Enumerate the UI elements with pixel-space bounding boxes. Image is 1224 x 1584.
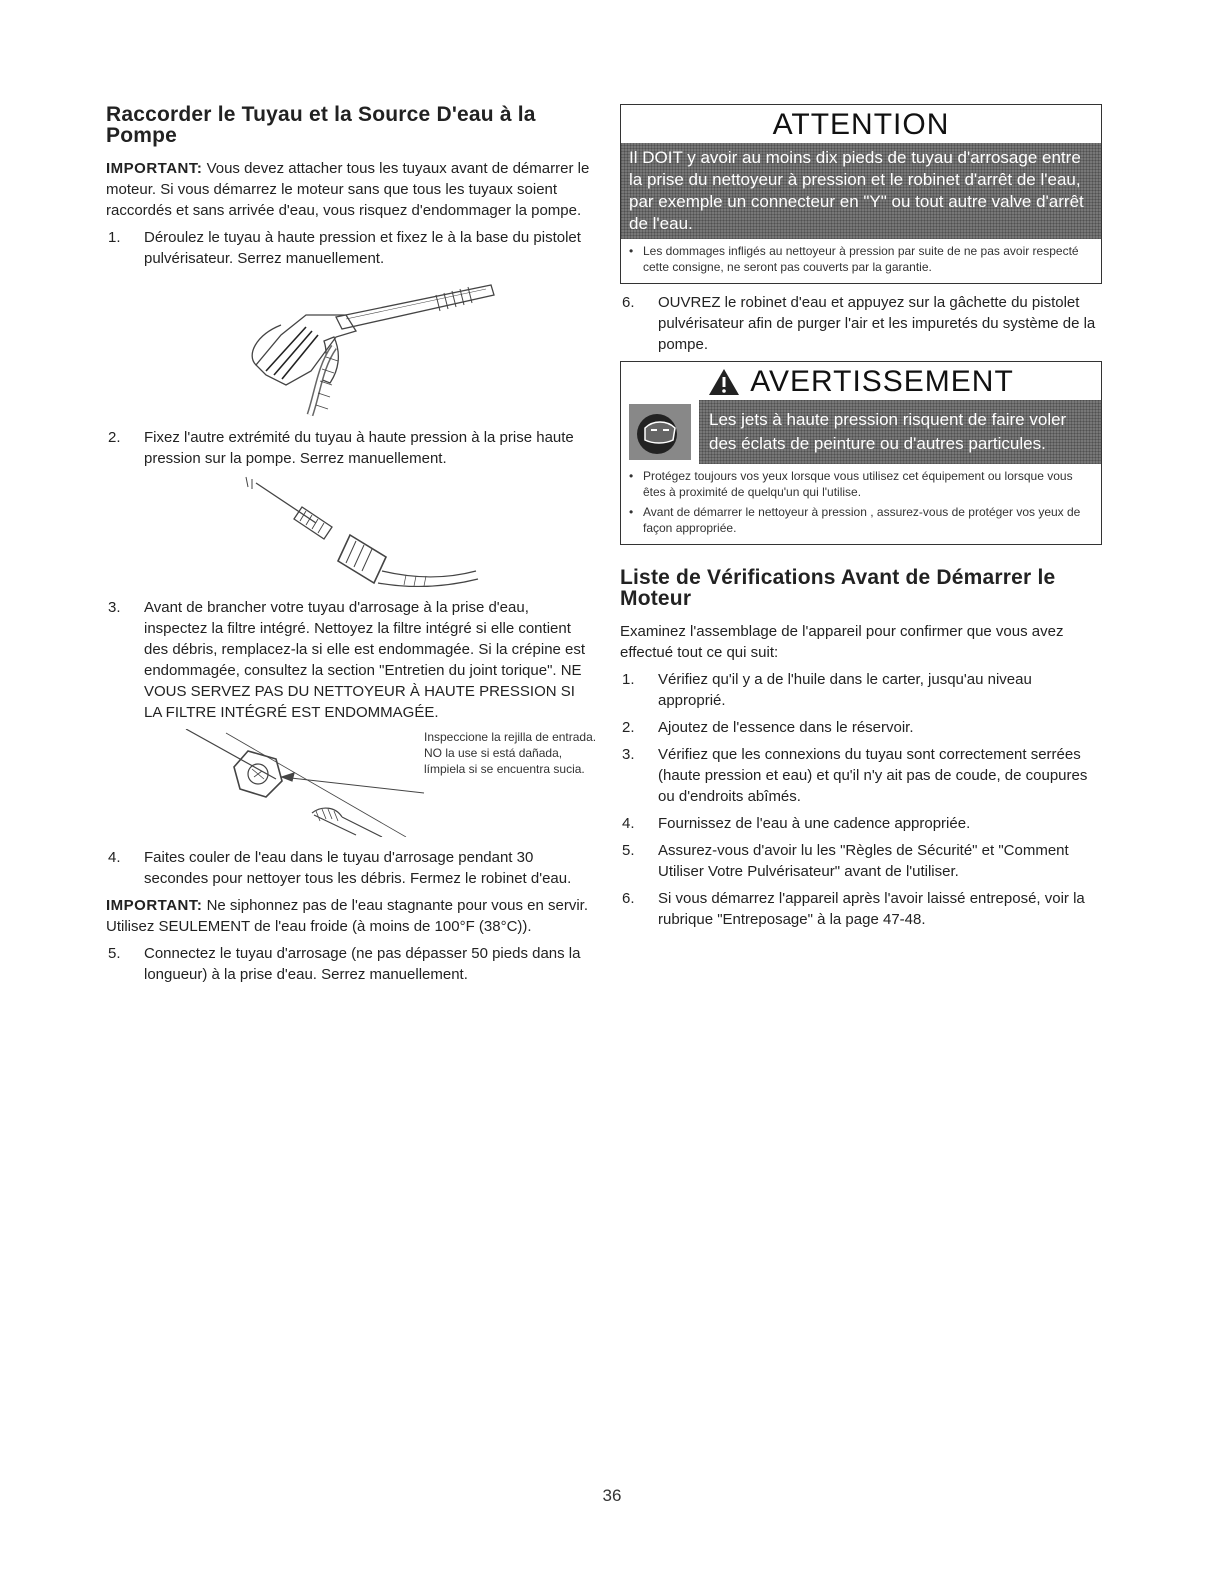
checklist-item-3: 3. Vérifiez que les connexions du tuyau sont correctement serrées (haute pression et eau) et qu'il n'y ait pas de coude, de coupures ou d'endroits abîmés.	[622, 746, 1088, 805]
warning-bullet-1: • Protégez toujours vos yeux lorsque vous utilisez cet équipement ou lorsque vous êtes à proximité de quelqu'un qui l'utilise.	[629, 469, 1073, 499]
section-title-checklist: Liste de Vérifications Avant de Démarrer le Moteur	[620, 566, 1056, 610]
step-6: 6. OUVREZ le robinet d'eau et appuyez sur la gâchette du pistolet pulvérisateur afin de purger l'air et les impuretés du système de la pompe.	[622, 294, 1096, 353]
checklist-item-4: 4. Fournissez de l'eau à une cadence appropriée.	[622, 815, 971, 832]
important-label-2: IMPORTANT:	[106, 897, 203, 914]
checklist-intro: Examinez l'assemblage de l'appareil pour confirmer que vous avez effectué tout ce qui suit:	[620, 623, 1064, 661]
spray-gun-drawing	[106, 275, 594, 417]
warning-triangle-icon	[708, 368, 740, 396]
attention-bullet: • Les dommages infligés au nettoyeur à pression par suite de ne pas avoir respecté cette consigne, ne seront pas couverts par la garantie.	[629, 244, 1079, 274]
intro-text: Vous devez attacher tous les tuyaux avant de démarrer le moteur. Si vous démarrez le moteur sans que tous les tuyaux soient raccordés et sans arrivée d'eau, vous risquez d'endommager la pompe.	[106, 160, 590, 219]
step-2: 2. Fixez l'autre extrémité du tuyau à haute pression à la prise haute pression sur la pompe. Serrez manuellement.	[108, 429, 574, 467]
checklist-item-1: 1. Vérifiez qu'il y a de l'huile dans le carter, jusqu'au niveau approprié.	[622, 671, 1032, 709]
page-number: 36	[602, 1486, 622, 1505]
safety-goggles-icon	[627, 402, 693, 462]
step-4: 4. Faites couler de l'eau dans le tuyau d'arrosage pendant 30 secondes pour nettoyer tous les débris. Fermez le robinet d'eau.	[108, 849, 572, 887]
section-title-connect-hose: Raccorder le Tuyau et la Source D'eau à la Pompe	[106, 103, 536, 147]
important-note-text: Ne siphonnez pas de l'eau stagnante pour vous en servir. Utilisez SEULEMENT de l'eau froide (à moins de 100°F (38°C)).	[106, 897, 589, 935]
spray-gun-illustration	[106, 275, 594, 417]
attention-banner: Il DOIT y avoir au moins dix pieds de tuyau d'arrosage entre la prise du nettoyeur à pression et le robinet d'arrêt de l'eau, par exemple un connecteur en "Y" ou tout autre valve d'arrêt de l'eau.	[621, 143, 1101, 239]
attention-box	[620, 104, 1102, 284]
warning-bullet-2: • Avant de démarrer le nettoyeur à pression , assurez-vous de protéger vos yeux de façon appropriée.	[629, 505, 1081, 535]
checklist-item-5: 5. Assurez-vous d'avoir lu les "Règles de Sécurité" et "Comment Utiliser Votre Pulvérisateur" avant de l'utiliser.	[622, 842, 1069, 880]
step-1: 1. Déroulez le tuyau à haute pression et fixez le à la base du pistolet pulvérisateur. Serrez manuellement.	[108, 229, 581, 267]
step-3: 3. Avant de brancher votre tuyau d'arrosage à la prise d'eau, inspectez la filtre intégré. Nettoyez la filtre intégré si elle contient des débris, remplacez-la si elle est endommagée. Si la crépine est endommagée, consultez la section "Entretien du joint torique". NE VOUS SERVEZ PAS DU NETTOYEUR À HAUTE PRESSION SI LA FILTRE INTÉGRÉ EST ENDOMMAGÉE.	[108, 599, 586, 721]
warning-header	[621, 362, 1101, 400]
checklist-item-6: 6. Si vous démarrez l'appareil après l'avoir laissé entreposé, voir la rubrique "Entreposage" à la page 47-48.	[622, 890, 1085, 928]
hose-connector-drawing	[106, 475, 594, 587]
right-column	[620, 104, 1102, 936]
figure-caption: Inspeccione la rejilla de entrada. NO la use si está dañada, límpiela si se encuentra sucia.	[424, 730, 597, 776]
inlet-filter-drawing	[106, 729, 426, 837]
checklist-item-2: 2. Ajoutez de l'essence dans le réservoir.	[622, 719, 914, 736]
warning-banner: Les jets à haute pression risquent de faire voler des éclats de peinture ou d'autres particules.	[699, 400, 1101, 464]
important-label: IMPORTANT:	[106, 160, 203, 177]
attention-heading: ATTENTION	[772, 108, 950, 141]
inlet-filter-illustration	[106, 729, 597, 837]
hose-connection-illustration	[106, 475, 594, 587]
step-5: 5. Connectez le tuyau d'arrosage (ne pas dépasser 50 pieds dans la longueur) à la prise d'eau. Serrez manuellement.	[108, 945, 581, 983]
warning-banner-row	[621, 400, 1101, 464]
intro-paragraph	[106, 158, 594, 221]
left-column	[106, 103, 597, 991]
attention-bullets	[621, 239, 1101, 283]
eye-protection-icon	[621, 400, 699, 464]
warning-box	[620, 361, 1102, 545]
important-note	[106, 895, 594, 937]
warning-bullets	[621, 464, 1101, 544]
warning-heading: AVERTISSEMENT	[750, 365, 1014, 398]
